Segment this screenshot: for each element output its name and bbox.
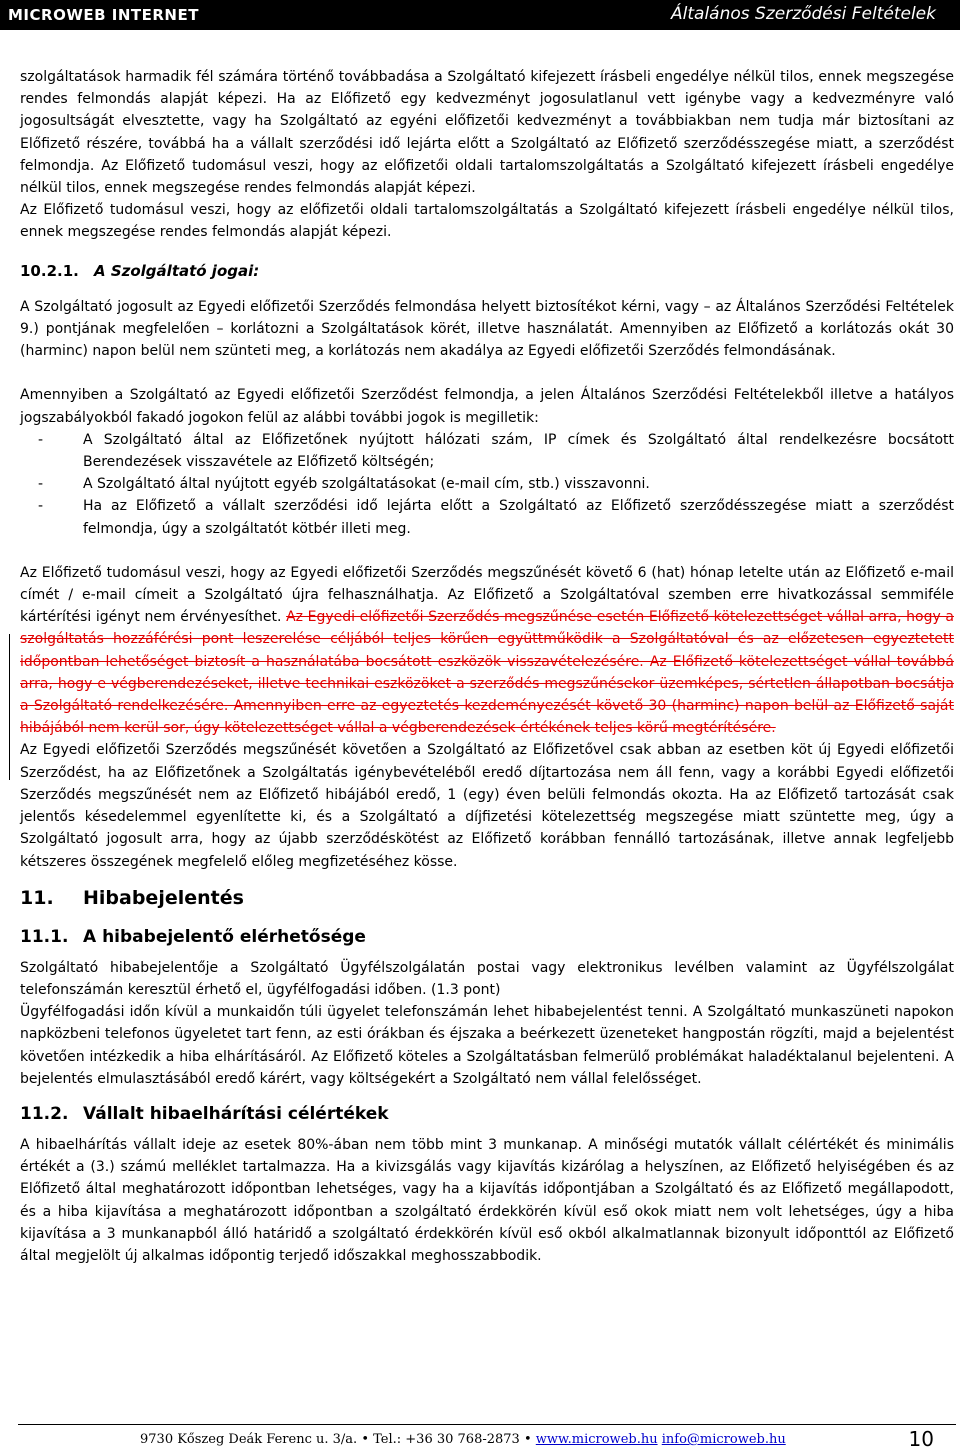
list-dash: - bbox=[38, 498, 44, 515]
section-heading-11-2 bbox=[20, 1100, 954, 1128]
page-number: 10 bbox=[908, 1427, 934, 1451]
bullet-separator: • bbox=[361, 1432, 369, 1447]
paragraph-5 bbox=[20, 562, 954, 740]
section-title: Vállalt hibaelhárítási célértékek bbox=[83, 1103, 389, 1124]
section-title: Hibabejelentés bbox=[83, 886, 244, 909]
website-link[interactable]: www.microweb.hu bbox=[535, 1432, 658, 1447]
page-header bbox=[0, 0, 960, 30]
paragraph-2: Az Előfizető tudomásul veszi, hogy az előfizetői oldali tartalomszolgáltatás a Szolgáltató kifejezett írásbeli engedélye nélkül tilos, ennek megszegése rendes felmondás alapját képezi. bbox=[20, 202, 954, 241]
section-number: 11.1. bbox=[20, 926, 69, 947]
page-footer bbox=[0, 1424, 960, 1451]
paragraph-6: Az Egyedi előfizetői Szerződés megszűnését követően a Szolgáltató az Előfizetővel csak abban az esetben köt új Egyedi előfizetői Szerződést, ha az Előfizetőnek a Szolgáltatás igénybevételéből eredő díjtartozása nem áll fenn, vagy a korábbi Egyedi előfizetői Szerződés megszűnését nem az Előfizető hibájából eredő, 1 (egy) éven belüli felmondás okozta. Ha az Előfizető tartozását csak jelentős késedelemmel egyenlítette ki, és a Szolgáltató a díjfizetési kötelezettség megszegése miatt szüntette meg, úgy a Szolgáltató jogosult arra, hogy az újabb szerződéskötést az Előfizető korábban fennálló tartozásának, illetve annak legfeljebb kétszeres összegének megfelelő előleg megfizetéséhez kösse. bbox=[20, 742, 954, 870]
deleted-text: Az Egyedi előfizetői Szerződés megszűnése esetén Előfizető kötelezettséget vállal arra, hogy a szolgáltatás hozzáférési pont leszerelése céljából teljes körűen együttműködik a Szolgáltatóval és az előzetesen egyeztetett időpontban lehetőséget biztosít a használatába bocsátott eszközök visszavételezésére. Az Előfizető kötelezettséget vállal továbbá arra, hogy e végberendezéseket, illetve technikai eszközöket a szerződés megszűnésekor üzemképes, sértetlen állapotban bocsátja a Szolgáltató rendelkezésére. Amennyiben erre az egyeztetés kezdeményezését követő 30 (harminc) napon belül az Előfizető saját hibájából nem kerül sor, úgy kötelezettséget vállal a végberendezések értékének teljes körű megtérítésére. bbox=[20, 609, 954, 737]
rights-list bbox=[20, 429, 954, 540]
paragraph-4: Amennyiben a Szolgáltató az Egyedi előfizetői Szerződést felmondja, a jelen Általános Szerződési Feltételekből illetve a hatályos jogszabályokból fakadó jogokon felül az alábbi további jogok is megilletik: bbox=[20, 387, 954, 426]
footer-address: 9730 Kőszeg Deák Ferenc u. 3/a. bbox=[140, 1432, 358, 1447]
section-number: 11.2. bbox=[20, 1103, 69, 1124]
list-item: - A Szolgáltató által az Előfizetőnek nyújtott hálózati szám, IP címek és Szolgáltató által rendelkezésre bocsátott Berendezések visszavétele az Előfizető költségén; bbox=[20, 429, 954, 473]
email-link[interactable]: info@microweb.hu bbox=[661, 1432, 786, 1447]
list-dash: - bbox=[38, 431, 44, 448]
section-number: 10.2.1. bbox=[20, 261, 79, 280]
footer-rule bbox=[18, 1424, 956, 1425]
paragraph-5-text: Az Előfizető tudomásul veszi, hogy az Egyedi előfizetői Szerződés megszűnését követő 6 (hat) hónap letelte után az Előfizető e-mail címét / e-mail címeit a Szolgáltató újra felhasználhatja. Az Előfizető a Szolgáltatóval szemben erre hivatkozással semmiféle kártérítési igényt nem érvényesíthet. bbox=[20, 564, 954, 626]
list-item: - Ha az Előfizető a vállalt szerződési idő lejárta előtt a Szolgáltató az Előfizető szerződésszegése miatt a szerződést felmondja, úgy a szolgáltatót kötbér illeti meg. bbox=[20, 495, 954, 539]
section-title: A hibabejelentő elérhetősége bbox=[83, 926, 366, 947]
list-item: - A Szolgáltató által nyújtott egyéb szolgáltatásokat (e-mail cím, stb.) visszavonni. bbox=[20, 473, 954, 495]
company-name: MICROWEB INTERNET bbox=[8, 6, 199, 24]
paragraph-9: A hibaelhárítás vállalt ideje az esetek 80%-ában nem több mint 3 munkanap. A minőségi mutatók vállalt célértékét és minimális értékét a (3.) számú melléklet tartalmazza. Ha a kivizsgálás vagy kijavítás kizárólag a helyszínen, az Előfizető helyiségében és az Előfizető által meghatározott időpontban lehetséges, vagy ha a kijavítás időpontjában a Szolgáltató és az Előfizető megállapodott, és a hiba kijavítása a meghatározott időpontban a szolgáltató érdekkörén kívül eső okok miatt nem volt lehetséges, úgy a hiba kijavítása a 3 munkanapból álló határidő a szolgáltató érdekkörén kívül eső okból alkalmatlannak bizonyult időponttól az Előfizető által megjelölt új alkalmas időpontig terjedő időszakkal meghosszabbodik. bbox=[20, 1136, 954, 1264]
section-number: 11. bbox=[20, 886, 54, 909]
document-body bbox=[20, 66, 954, 1267]
list-dash: - bbox=[38, 476, 44, 493]
footer-contact bbox=[140, 1432, 786, 1447]
paragraph-7: Szolgáltató hibabejelentője a Szolgáltató Ügyfélszolgálatán postai vagy elektronikus levélben valamint az Ügyfélszolgálat telefonszámán keresztül érhető el, ügyfélfogadási időben. (1.3 pont) bbox=[20, 959, 954, 998]
bullet-separator: • bbox=[523, 1432, 532, 1447]
change-bar bbox=[9, 634, 10, 780]
paragraph-1: szolgáltatások harmadik fél számára történő továbbadása a Szolgáltató kifejezett írásbeli engedélye nélkül tilos, ennek megszegése rendes felmondás alapját képezi. Ha az Előfizető egy kedvezményt jogosulatlanul vett igénybe vagy a kedvezményre való jogosultságát elvesztette, vagy ha Szolgáltató az egyéni előfizetői kedvezményt a továbbiakban nem tudja már biztosítani az Előfizető részére, továbbá ha a vállalt szerződési idő lejárta előtt a Szolgáltató az Előfizető szerződésszegése miatt, a szerződést felmondja. Az Előfizető tudomásul veszi, hogy az előfizetői oldali tartalomszolgáltatás a Szolgáltató kifejezett írásbeli engedélye nélkül tilos, ennek megszegése rendes felmondás alapját képezi. bbox=[20, 69, 954, 197]
footer-phone: Tel.: +36 30 768-2873 bbox=[373, 1432, 520, 1447]
paragraph-8: Ügyfélfogadási időn kívül a munkaidőn túli ügyelet telefonszámán lehet hibabejelentést tenni. A Szolgáltató munkaszüneti napokon napközbeni telefonos ügyeletet tart fenn, az esti órákban és éjszaka a beérkezett üzeneteket hangpostán rögzíti, majd a bejelentést követően intézkedik a hiba elhárításáról. Az Előfizető köteles a Szolgáltatásban felmerülő problémákat haladéktalanul bejelenteni. A bejelentés elmulasztásából eredő kárért, vagy költségekért a Szolgáltató nem vállal felelősséget. bbox=[20, 1004, 954, 1087]
document-title: Általános Szerződési Feltételek bbox=[671, 4, 936, 24]
section-title: A Szolgáltató jogai: bbox=[94, 261, 260, 280]
section-heading-10-2-1 bbox=[20, 260, 954, 282]
paragraph-3: A Szolgáltató jogosult az Egyedi előfizetői Szerződés felmondása helyett biztosítékot kérni, vagy – az Általános Szerződési Feltételek 9.) pontjának megfelelően – korlátozni a Szolgáltatások körét, illetve használatát. Amennyiben az Előfizető a korlátozás okát 30 (harminc) napon belül nem szünteti meg, a korlátozás nem akadálya az Egyedi előfizetői Szerződés felmondásának. bbox=[20, 298, 954, 360]
section-heading-11-1 bbox=[20, 923, 954, 951]
section-heading-11 bbox=[20, 883, 954, 913]
